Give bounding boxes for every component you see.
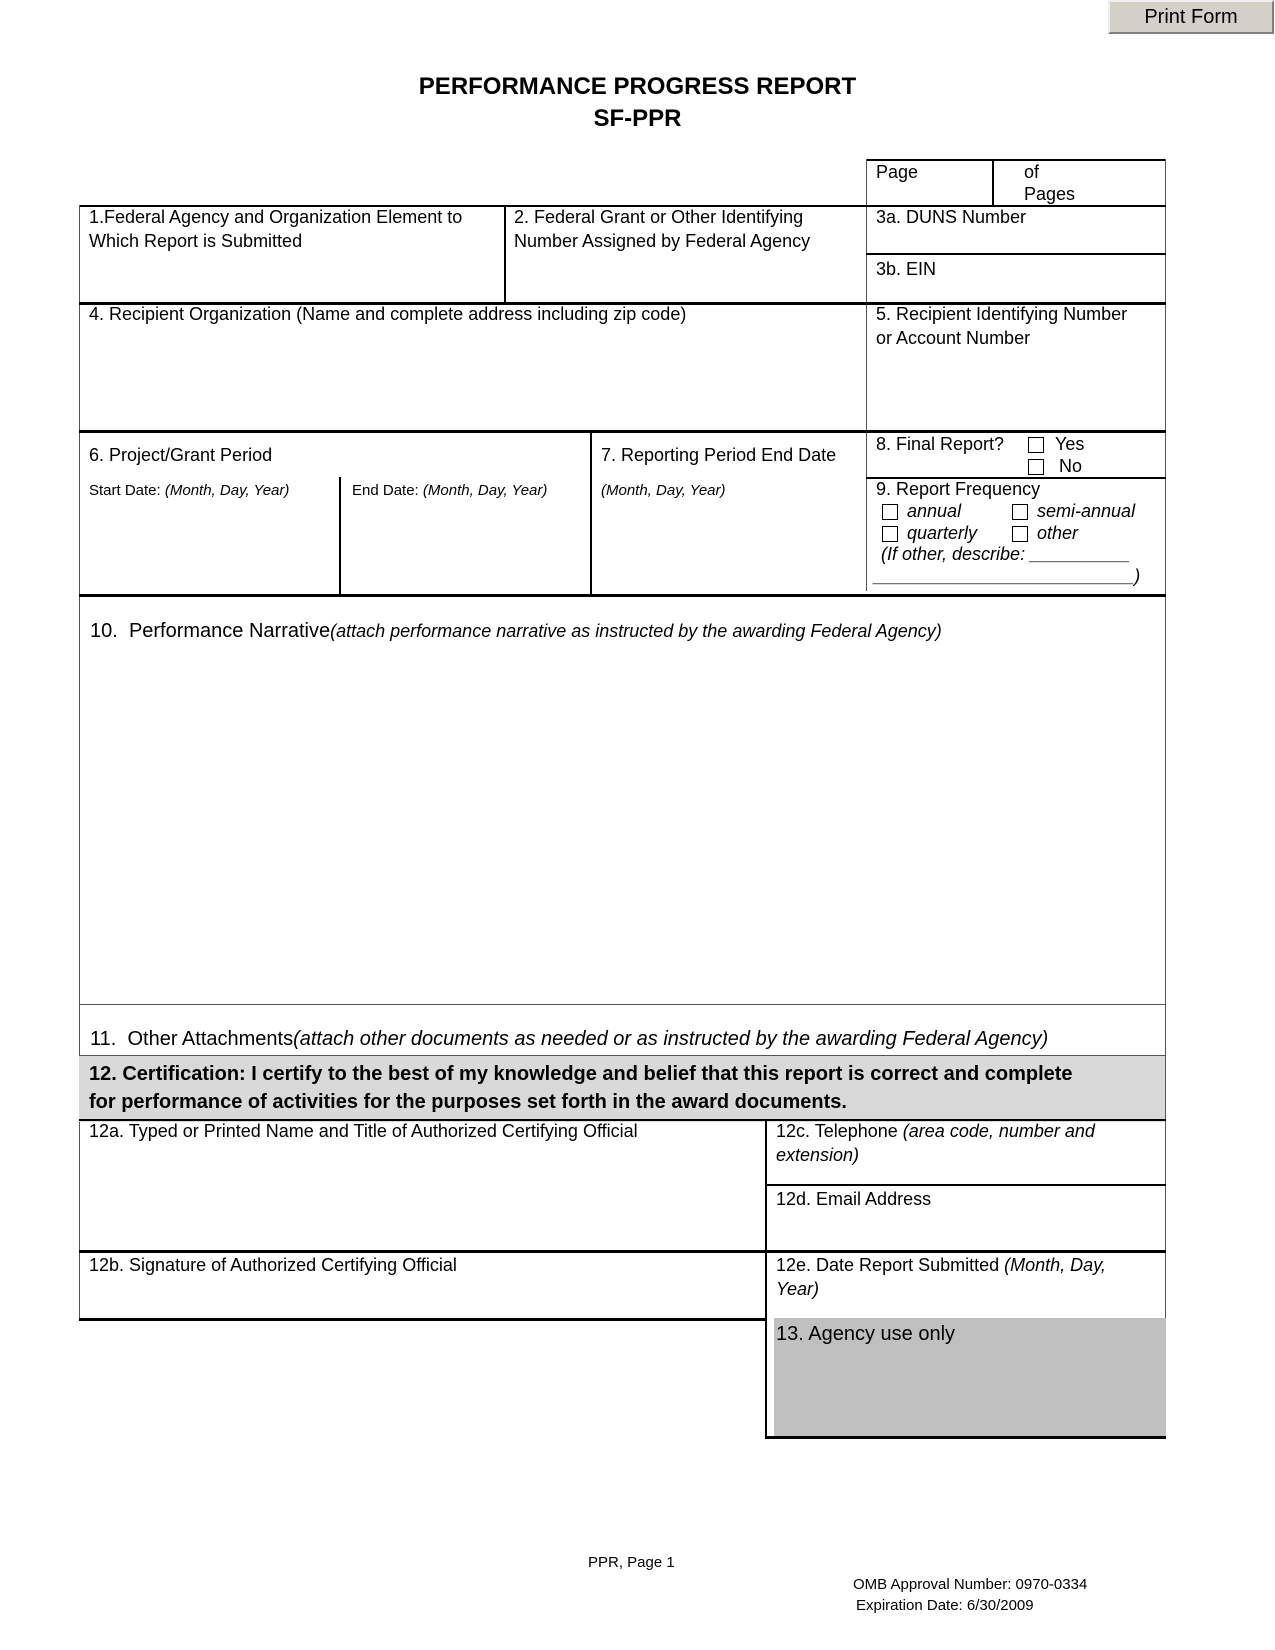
rule xyxy=(504,205,506,303)
field-12b-label: 12b. Signature of Authorized Certifying Official xyxy=(89,1255,457,1275)
of-label: of xyxy=(1024,162,1040,182)
freq-annual-option: annual xyxy=(882,499,961,523)
rule xyxy=(766,1184,1166,1186)
freq-semiannual-checkbox[interactable] xyxy=(1012,504,1028,520)
field-4-label: 4. Recipient Organization (Name and complete address including zip code) xyxy=(89,304,687,324)
certification-statement: 12. Certification: I certify to the best of my knowledge and belief that this report is correct and complete for performance of activities for the purposes set forth in the award documents. xyxy=(89,1063,1073,1113)
field-8-label: 8. Final Report? xyxy=(876,434,1005,454)
final-no-option: No xyxy=(1028,454,1082,478)
rule xyxy=(79,205,80,1321)
rule xyxy=(765,1119,767,1437)
field-12a-label: 12a. Typed or Printed Name and Title of Authorized Certifying Official xyxy=(89,1121,638,1141)
field-7-format: (Month, Day, Year) xyxy=(601,482,726,499)
field-3b-label: 3b. EIN xyxy=(876,259,937,279)
field-9-label: 9. Report Frequency xyxy=(876,479,1041,499)
field-11-label: 11. Other Attachments(attach other documents as needed or as instructed by the awarding Federal Agency) xyxy=(90,1028,1049,1050)
print-form-button[interactable]: Print Form xyxy=(1108,0,1274,34)
final-yes-option: Yes xyxy=(1028,432,1084,456)
freq-other-describe: (If other, describe: __________ xyxy=(881,544,1131,564)
rule xyxy=(590,430,592,596)
freq-quarterly-option: quarterly xyxy=(882,521,977,545)
rule xyxy=(339,477,341,595)
rule xyxy=(79,1318,767,1321)
rule xyxy=(992,159,994,206)
rule xyxy=(79,1055,1166,1056)
pages-label: Pages xyxy=(1024,184,1076,204)
freq-other-option: other xyxy=(1012,521,1078,545)
freq-other-describe-line: __________________________) xyxy=(874,566,1141,586)
freq-annual-checkbox[interactable] xyxy=(882,504,898,520)
field-2-label: 2. Federal Grant or Other Identifying Number Assigned by Federal Agency xyxy=(514,207,811,251)
field-13-label: 13. Agency use only xyxy=(776,1323,956,1345)
final-no-checkbox[interactable] xyxy=(1028,459,1044,475)
rule xyxy=(765,1436,1166,1439)
page-label: Page xyxy=(876,162,919,182)
field-6-end-label: End Date: (Month, Day, Year) xyxy=(352,482,548,499)
field-12c-label: 12c. Telephone (area code, number and extension) xyxy=(776,1121,1095,1165)
rule xyxy=(79,1004,1166,1005)
field-10-label: 10. Performance Narrative(attach performance narrative as instructed by the awarding Federal Agency) xyxy=(90,620,942,642)
rule xyxy=(79,594,1166,597)
footer-page-number: PPR, Page 1 xyxy=(588,1554,675,1571)
final-yes-checkbox[interactable] xyxy=(1028,437,1044,453)
freq-quarterly-checkbox[interactable] xyxy=(882,526,898,542)
freq-semiannual-option: semi-annual xyxy=(1012,499,1135,523)
expiration-date: Expiration Date: 6/30/2009 xyxy=(856,1597,1034,1614)
rule xyxy=(866,253,1166,255)
form-subtitle: SF-PPR xyxy=(593,105,682,132)
field-7-label: 7. Reporting Period End Date xyxy=(601,445,837,465)
field-3a-label: 3a. DUNS Number xyxy=(876,207,1027,227)
rule xyxy=(866,159,867,591)
field-6-label: 6. Project/Grant Period xyxy=(89,445,273,465)
omb-approval-number: OMB Approval Number: 0970-0334 xyxy=(853,1576,1088,1593)
field-12d-label: 12d. Email Address xyxy=(776,1189,932,1209)
freq-other-checkbox[interactable] xyxy=(1012,526,1028,542)
form-title: PERFORMANCE PROGRESS REPORT xyxy=(418,73,857,100)
field-5-label: 5. Recipient Identifying Number or Account Number xyxy=(876,304,1128,348)
field-12e-label: 12e. Date Report Submitted (Month, Day, Year) xyxy=(776,1255,1106,1299)
rule xyxy=(1165,159,1166,1437)
field-6-start-label: Start Date: (Month, Day, Year) xyxy=(89,482,290,499)
field-1-label: 1.Federal Agency and Organization Element to Which Report is Submitted xyxy=(89,207,463,251)
